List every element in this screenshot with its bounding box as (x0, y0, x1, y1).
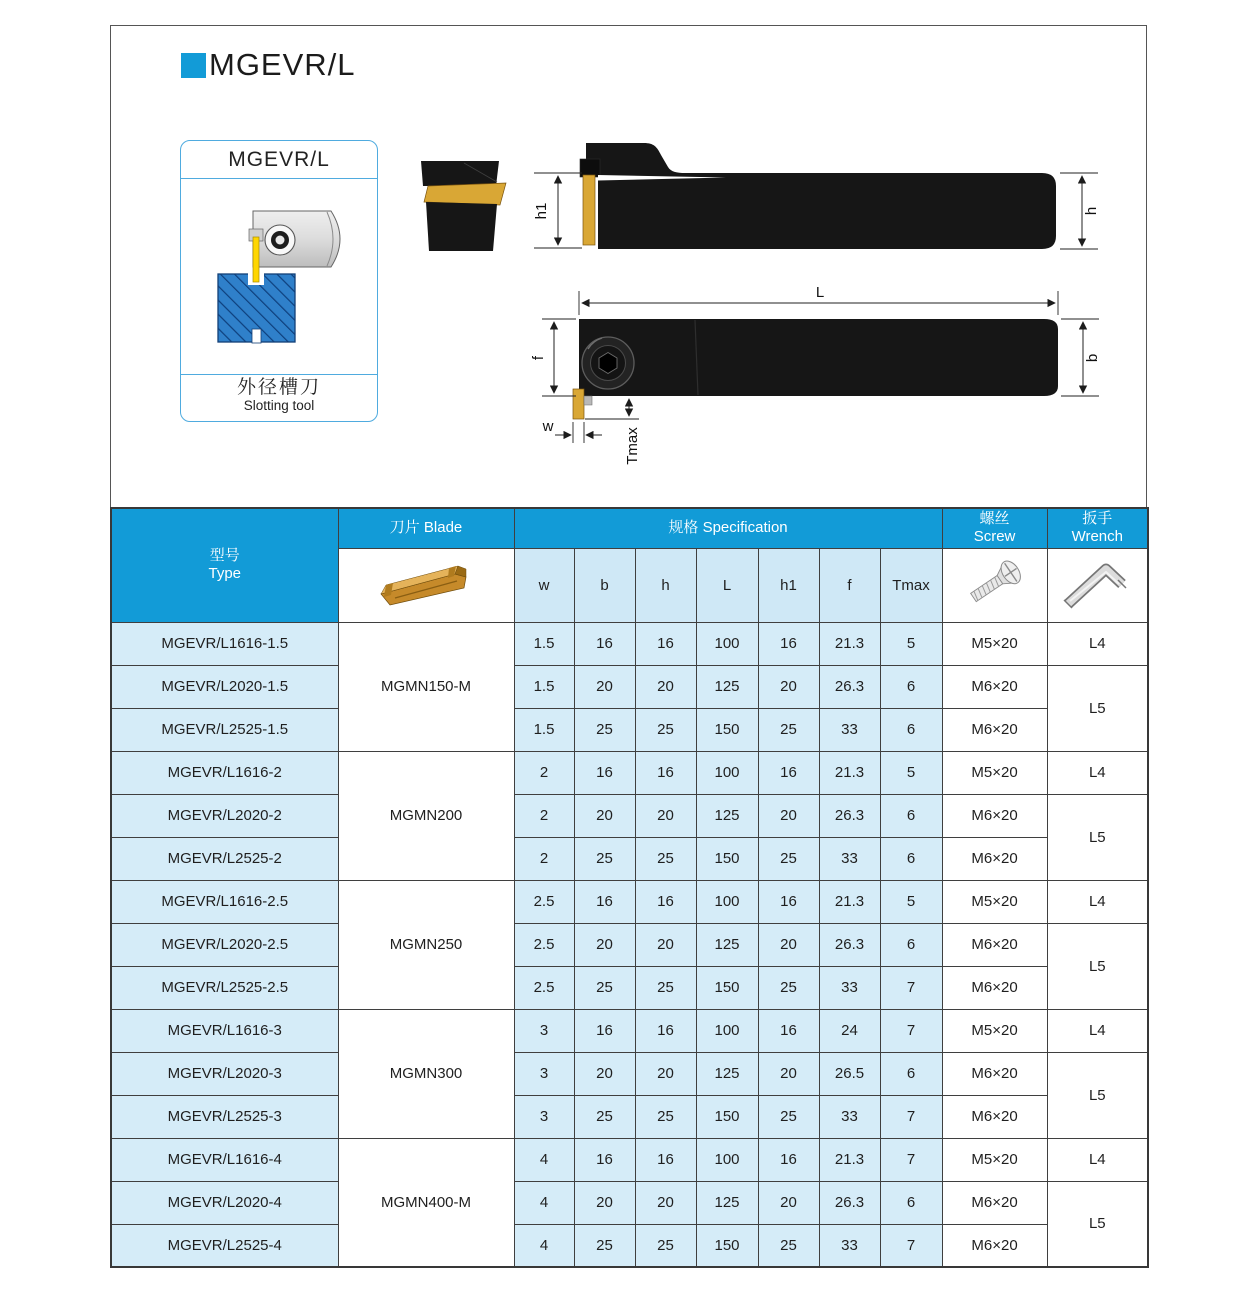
spec-value-cell-b: 20 (574, 923, 635, 966)
type-cell: MGEVR/L2525-2 (111, 837, 338, 880)
spec-value-cell-h1: 25 (758, 708, 819, 751)
header-blade-en: Blade (423, 518, 463, 536)
card-caption-zh: 外径槽刀 (236, 377, 321, 398)
screw-cell: M6×20 (942, 1052, 1047, 1095)
type-cell: MGEVR/L2020-3 (111, 1052, 338, 1095)
spec-value-cell-h1: 25 (758, 837, 819, 880)
table-row (111, 622, 1148, 665)
spec-value-cell-h1: 25 (758, 966, 819, 1009)
spec-value-cell-f: 33 (819, 1095, 880, 1138)
spec-value-cell-f: 33 (819, 837, 880, 880)
blade-cell: MGMN300 (338, 1009, 514, 1138)
header-type (111, 508, 338, 622)
screw-cell: M5×20 (942, 1009, 1047, 1052)
header-spec-en: Specification (702, 518, 788, 536)
dim-tmax (585, 399, 641, 465)
spec-value-cell-w: 1.5 (514, 708, 574, 751)
clamp-screw (582, 337, 634, 389)
spec-value-cell-h: 20 (635, 923, 696, 966)
wrench-photo-cell (1047, 548, 1148, 622)
spec-value-cell-f: 33 (819, 1224, 880, 1267)
table-row (111, 794, 1148, 837)
spec-value-cell-h: 20 (635, 1181, 696, 1224)
spec-value-cell-b: 25 (574, 1224, 635, 1267)
spec-value-cell-w: 4 (514, 1224, 574, 1267)
svg-text:L: L (815, 284, 825, 301)
wrench-cell: L5 (1047, 1052, 1148, 1138)
wrench-cell: L4 (1047, 1009, 1148, 1052)
spec-value-cell-h1: 20 (758, 794, 819, 837)
tool-info-card (180, 140, 378, 422)
spec-value-cell-L: 150 (696, 708, 758, 751)
spec-value-cell-tmax: 5 (880, 751, 942, 794)
spec-value-cell-w: 2.5 (514, 880, 574, 923)
spec-value-cell-w: 3 (514, 1052, 574, 1095)
card-usage-diagram (181, 179, 377, 375)
header-screw-en: Screw (973, 528, 1016, 546)
spec-value-cell-L: 150 (696, 1095, 758, 1138)
type-cell: MGEVR/L1616-3 (111, 1009, 338, 1052)
spec-value-cell-h1: 20 (758, 1052, 819, 1095)
spec-value-cell-tmax: 6 (880, 1052, 942, 1095)
technical-drawing (396, 131, 1126, 476)
table-row (111, 923, 1148, 966)
spec-value-cell-b: 20 (574, 665, 635, 708)
spec-value-cell-b: 25 (574, 966, 635, 1009)
type-cell: MGEVR/L2525-4 (111, 1224, 338, 1267)
blade-cell: MGMN150-M (338, 622, 514, 751)
header-screw (942, 508, 1047, 548)
screw-cell: M6×20 (942, 966, 1047, 1009)
wrench-cell: L5 (1047, 665, 1148, 751)
spec-value-cell-b: 16 (574, 751, 635, 794)
blade-cell: MGMN250 (338, 880, 514, 1009)
spec-value-cell-f: 26.5 (819, 1052, 880, 1095)
top-view-drawing (530, 284, 1101, 465)
type-cell: MGEVR/L2020-1.5 (111, 665, 338, 708)
spec-value-cell-w: 4 (514, 1138, 574, 1181)
wrench-cell: L4 (1047, 880, 1148, 923)
spec-value-cell-h: 25 (635, 1224, 696, 1267)
screw-cell: M6×20 (942, 837, 1047, 880)
subheader-w: w (514, 548, 574, 622)
blade-cell: MGMN400-M (338, 1138, 514, 1267)
spec-value-cell-L: 125 (696, 923, 758, 966)
page-frame (110, 25, 1147, 1265)
table-row (111, 665, 1148, 708)
spec-table-body (111, 622, 1148, 1267)
spec-value-cell-L: 150 (696, 837, 758, 880)
card-title: MGEVR/L (181, 141, 377, 179)
dim-w (542, 418, 602, 443)
spec-value-cell-tmax: 6 (880, 923, 942, 966)
page-title-row (181, 47, 356, 83)
spec-value-cell-b: 25 (574, 708, 635, 751)
spec-value-cell-w: 3 (514, 1095, 574, 1138)
table-row (111, 1181, 1148, 1224)
type-cell: MGEVR/L2525-1.5 (111, 708, 338, 751)
subheader-h1: h1 (758, 548, 819, 622)
wrench-cell: L4 (1047, 751, 1148, 794)
spec-value-cell-w: 2 (514, 751, 574, 794)
spec-value-cell-b: 16 (574, 880, 635, 923)
spec-value-cell-tmax: 7 (880, 966, 942, 1009)
spec-value-cell-b: 25 (574, 837, 635, 880)
blade-photo-cell (338, 548, 514, 622)
card-caption-en: Slotting tool (243, 397, 315, 413)
spec-value-cell-h: 20 (635, 665, 696, 708)
spec-value-cell-h1: 25 (758, 1095, 819, 1138)
type-cell: MGEVR/L2525-3 (111, 1095, 338, 1138)
type-cell: MGEVR/L1616-1.5 (111, 622, 338, 665)
spec-value-cell-h: 20 (635, 794, 696, 837)
top-view-insert (573, 389, 584, 419)
spec-value-cell-h: 16 (635, 751, 696, 794)
spec-value-cell-f: 21.3 (819, 751, 880, 794)
spec-value-cell-f: 21.3 (819, 622, 880, 665)
screw-cell: M6×20 (942, 1181, 1047, 1224)
spec-value-cell-f: 21.3 (819, 880, 880, 923)
table-row (111, 1095, 1148, 1138)
title-bullet-square (181, 53, 206, 78)
screw-cell: M5×20 (942, 751, 1047, 794)
screw-cell: M6×20 (942, 794, 1047, 837)
spec-value-cell-h: 16 (635, 1138, 696, 1181)
type-cell: MGEVR/L2020-2.5 (111, 923, 338, 966)
spec-value-cell-w: 2 (514, 837, 574, 880)
spec-value-cell-tmax: 6 (880, 1181, 942, 1224)
blade-cell: MGMN200 (338, 751, 514, 880)
spec-value-cell-L: 100 (696, 880, 758, 923)
spec-value-cell-f: 24 (819, 1009, 880, 1052)
spec-value-cell-w: 3 (514, 1009, 574, 1052)
dim-f (530, 319, 576, 396)
front-view-drawing (421, 161, 506, 251)
spec-value-cell-f: 33 (819, 708, 880, 751)
header-wrench (1047, 508, 1148, 548)
table-row (111, 1009, 1148, 1052)
slotting-diagram-image (181, 179, 376, 372)
spec-value-cell-tmax: 6 (880, 708, 942, 751)
spec-value-cell-L: 125 (696, 665, 758, 708)
spec-value-cell-L: 150 (696, 1224, 758, 1267)
screw-cell: M6×20 (942, 665, 1047, 708)
spec-value-cell-L: 150 (696, 966, 758, 1009)
table-row (111, 1052, 1148, 1095)
spec-value-cell-tmax: 7 (880, 1095, 942, 1138)
spec-value-cell-tmax: 5 (880, 880, 942, 923)
spec-value-cell-w: 2.5 (514, 923, 574, 966)
spec-value-cell-h: 16 (635, 1009, 696, 1052)
wrench-cell: L5 (1047, 794, 1148, 880)
type-cell: MGEVR/L2020-2 (111, 794, 338, 837)
screw-cell: M5×20 (942, 1138, 1047, 1181)
side-view-drawing (533, 143, 1100, 249)
dim-b (1061, 319, 1101, 396)
screw-cell: M6×20 (942, 708, 1047, 751)
subheader-Tmax: Tmax (880, 548, 942, 622)
screw-cell: M5×20 (942, 880, 1047, 923)
svg-text:h1: h1 (533, 202, 550, 220)
header-screw-zh: 螺丝 (979, 509, 1010, 527)
spec-value-cell-w: 2 (514, 794, 574, 837)
header-spec-zh: 规格 (668, 518, 699, 536)
spec-value-cell-f: 21.3 (819, 1138, 880, 1181)
spec-value-cell-h1: 16 (758, 622, 819, 665)
table-row (111, 708, 1148, 751)
spec-value-cell-f: 33 (819, 966, 880, 1009)
spec-value-cell-b: 25 (574, 1095, 635, 1138)
spec-value-cell-h: 16 (635, 880, 696, 923)
dim-L (579, 284, 1058, 315)
spec-value-cell-h: 25 (635, 1095, 696, 1138)
svg-text:b: b (1084, 353, 1101, 363)
spec-value-cell-h1: 25 (758, 1224, 819, 1267)
table-row (111, 966, 1148, 1009)
specification-table (110, 507, 1149, 1268)
dim-h (1060, 173, 1100, 249)
spec-value-cell-w: 2.5 (514, 966, 574, 1009)
page-title: MGEVR/L (209, 47, 356, 82)
type-cell: MGEVR/L1616-4 (111, 1138, 338, 1181)
spec-value-cell-f: 26.3 (819, 923, 880, 966)
subheader-L: L (696, 548, 758, 622)
screw-cell: M6×20 (942, 1224, 1047, 1267)
spec-value-cell-w: 1.5 (514, 622, 574, 665)
spec-value-cell-tmax: 7 (880, 1224, 942, 1267)
type-cell: MGEVR/L2020-4 (111, 1181, 338, 1224)
header-type-en: Type (208, 565, 242, 583)
svg-text:w: w (542, 418, 554, 435)
spec-value-cell-h1: 16 (758, 880, 819, 923)
table-row (111, 880, 1148, 923)
header-blade-zh: 刀片 (389, 518, 420, 536)
svg-text:Tmax: Tmax (624, 427, 641, 465)
subheader-b: b (574, 548, 635, 622)
spec-value-cell-tmax: 7 (880, 1138, 942, 1181)
subheader-h: h (635, 548, 696, 622)
svg-text:h: h (1083, 206, 1100, 216)
spec-value-cell-tmax: 5 (880, 622, 942, 665)
wrench-cell: L4 (1047, 622, 1148, 665)
spec-value-cell-b: 16 (574, 1138, 635, 1181)
spec-value-cell-h1: 20 (758, 923, 819, 966)
spec-value-cell-h: 25 (635, 837, 696, 880)
tool-holder (249, 211, 340, 267)
subheader-f: f (819, 548, 880, 622)
table-row (111, 1224, 1148, 1267)
hex-wrench-icon (1054, 554, 1140, 612)
table-row (111, 1138, 1148, 1181)
spec-value-cell-L: 125 (696, 1181, 758, 1224)
spec-value-cell-tmax: 6 (880, 837, 942, 880)
svg-text:f: f (530, 355, 547, 361)
spec-value-cell-L: 100 (696, 622, 758, 665)
type-cell: MGEVR/L1616-2 (111, 751, 338, 794)
blade-insert (253, 237, 259, 282)
spec-value-cell-b: 20 (574, 1052, 635, 1095)
spec-value-cell-h: 16 (635, 622, 696, 665)
type-cell: MGEVR/L2525-2.5 (111, 966, 338, 1009)
spec-value-cell-h1: 16 (758, 1138, 819, 1181)
spec-value-cell-w: 4 (514, 1181, 574, 1224)
header-specification (514, 508, 942, 548)
screw-cell: M6×20 (942, 1095, 1047, 1138)
spec-value-cell-b: 16 (574, 1009, 635, 1052)
spec-value-cell-h: 25 (635, 708, 696, 751)
spec-value-cell-h1: 20 (758, 665, 819, 708)
header-type-zh: 型号 (209, 546, 240, 564)
spec-value-cell-h: 20 (635, 1052, 696, 1095)
header-blade (338, 508, 514, 548)
spec-value-cell-tmax: 7 (880, 1009, 942, 1052)
spec-value-cell-b: 20 (574, 1181, 635, 1224)
spec-value-cell-tmax: 6 (880, 665, 942, 708)
spec-value-cell-f: 26.3 (819, 1181, 880, 1224)
table-row (111, 751, 1148, 794)
wrench-cell: L5 (1047, 923, 1148, 1009)
spec-value-cell-L: 125 (696, 1052, 758, 1095)
spec-value-cell-L: 100 (696, 751, 758, 794)
spec-value-cell-f: 26.3 (819, 794, 880, 837)
type-cell: MGEVR/L1616-2.5 (111, 880, 338, 923)
dim-h1 (533, 173, 582, 248)
screw-photo-cell (942, 548, 1047, 622)
table-row (111, 837, 1148, 880)
wrench-cell: L4 (1047, 1138, 1148, 1181)
spec-value-cell-h1: 16 (758, 751, 819, 794)
screw-cell: M5×20 (942, 622, 1047, 665)
spec-value-cell-L: 125 (696, 794, 758, 837)
side-view-insert (583, 175, 595, 245)
header-wrench-en: Wrench (1071, 528, 1123, 546)
spec-value-cell-L: 100 (696, 1138, 758, 1181)
screw-cell: M6×20 (942, 923, 1047, 966)
screw-icon (955, 554, 1035, 612)
spec-value-cell-h: 25 (635, 966, 696, 1009)
workpiece-block (218, 273, 295, 343)
blade-insert-image (361, 556, 491, 610)
spec-value-cell-L: 100 (696, 1009, 758, 1052)
spec-value-cell-tmax: 6 (880, 794, 942, 837)
spec-value-cell-b: 20 (574, 794, 635, 837)
spec-value-cell-h1: 16 (758, 1009, 819, 1052)
spec-value-cell-f: 26.3 (819, 665, 880, 708)
spec-value-cell-h1: 20 (758, 1181, 819, 1224)
card-caption (181, 375, 377, 414)
spec-value-cell-b: 16 (574, 622, 635, 665)
spec-value-cell-w: 1.5 (514, 665, 574, 708)
header-wrench-zh: 扳手 (1082, 509, 1113, 527)
wrench-cell: L5 (1047, 1181, 1148, 1267)
